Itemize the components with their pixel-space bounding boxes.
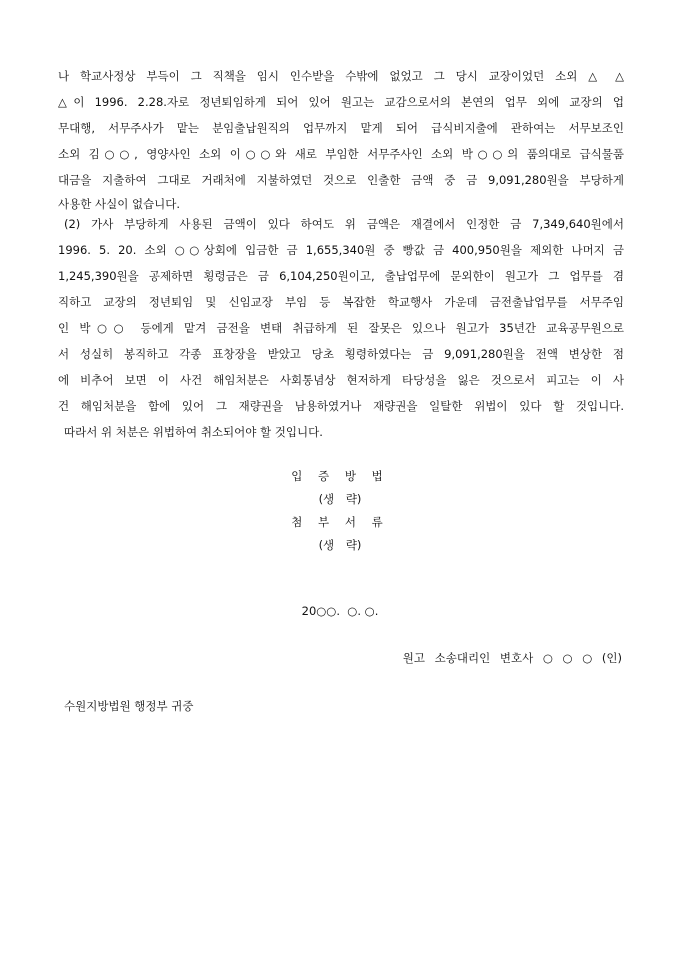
attachments-heading: 첨 부 서 류: [291, 515, 389, 529]
paragraph-2-line: 건 해임처분을 함에 있어 그 재량권을 남용하였거나 재량권을 일탈한 위법이 있다 할 것입니다.: [58, 399, 624, 413]
document-date: 20○○. ○. ○.: [301, 604, 379, 618]
paragraph-2-line: 에 비추어 보면 이 사건 해임처분은 사회통념상 현저하게 타당성을 잃은 것으로서 피고는 이 사: [58, 373, 624, 387]
conclusion-text: 따라서 위 처분은 위법하여 취소되어야 할 것입니다.: [64, 425, 323, 439]
paragraph-1-line: 사용한 사실이 없습니다.: [58, 197, 181, 211]
paragraph-2-line: 1,245,390원을 공제하면 횡령금은 금 6,104,250원이고, 출납업무에 문외한이 원고가 그 업무를 겸: [58, 269, 624, 283]
paragraph-2-line: 서 성실히 봉직하고 각종 표창장을 받았고 당초 횡령하였다는 금 9,091,280원을 전액 변상한 점: [58, 347, 624, 361]
paragraph-2-line: 직하고 교장의 정년퇴임 및 신임교장 부임 등 복잡한 학교행사 가운데 금전출납업무를 서무주임: [58, 295, 624, 309]
paragraph-1-line: 대금을 지출하여 그대로 거래처에 지불하였던 것으로 인출한 금액 중 금 9,091,280원을 부당하게: [58, 173, 624, 187]
paragraph-2-line: (2) 가사 부당하게 사용된 금액이 있다 하여도 위 금액은 재결에서 인정한 금 7,349,640원에서: [64, 217, 624, 231]
signature-line: 원고 소송대리인 변호사 ○ ○ ○ (인): [402, 651, 622, 665]
addressee: 수원지방법원 행정부 귀중: [64, 699, 194, 713]
paragraph-1-line: 나 학교사정상 부득이 그 직책을 임시 인수받을 수밖에 없었고 그 당시 교장이었던 소외 △ △: [58, 69, 624, 83]
attachments-omitted: (생 략): [318, 538, 362, 552]
paragraph-1-line: 소외 김○○, 영양사인 소외 이○○와 새로 부임한 서무주사인 소외 박○○의 품의대로 급식물품: [58, 147, 624, 161]
paragraph-1-line: 무대행, 서무주사가 맡는 분임출납원직의 업무까지 맡게 되어 급식비지출에 관하여는 서무보조인: [58, 121, 624, 135]
paragraph-2-line: 인 박○○ 등에게 맡겨 금전을 변태 취급하게 된 잘못은 있으나 원고가 35년간 교육공무원으로: [58, 321, 624, 335]
paragraph-1-line: △이 1996. 2.28.자로 정년퇴임하게 되어 있어 원고는 교감으로서의 본연의 업무 외에 교장의 업: [58, 95, 624, 109]
paragraph-2-line: 1996. 5. 20. 소외 ○○상회에 입금한 금 1,655,340원 중 빵값 금 400,950원을 제외한 나머지 금: [58, 243, 624, 257]
evidence-omitted: (생 략): [318, 492, 362, 506]
evidence-heading: 입 증 방 법: [291, 469, 389, 483]
